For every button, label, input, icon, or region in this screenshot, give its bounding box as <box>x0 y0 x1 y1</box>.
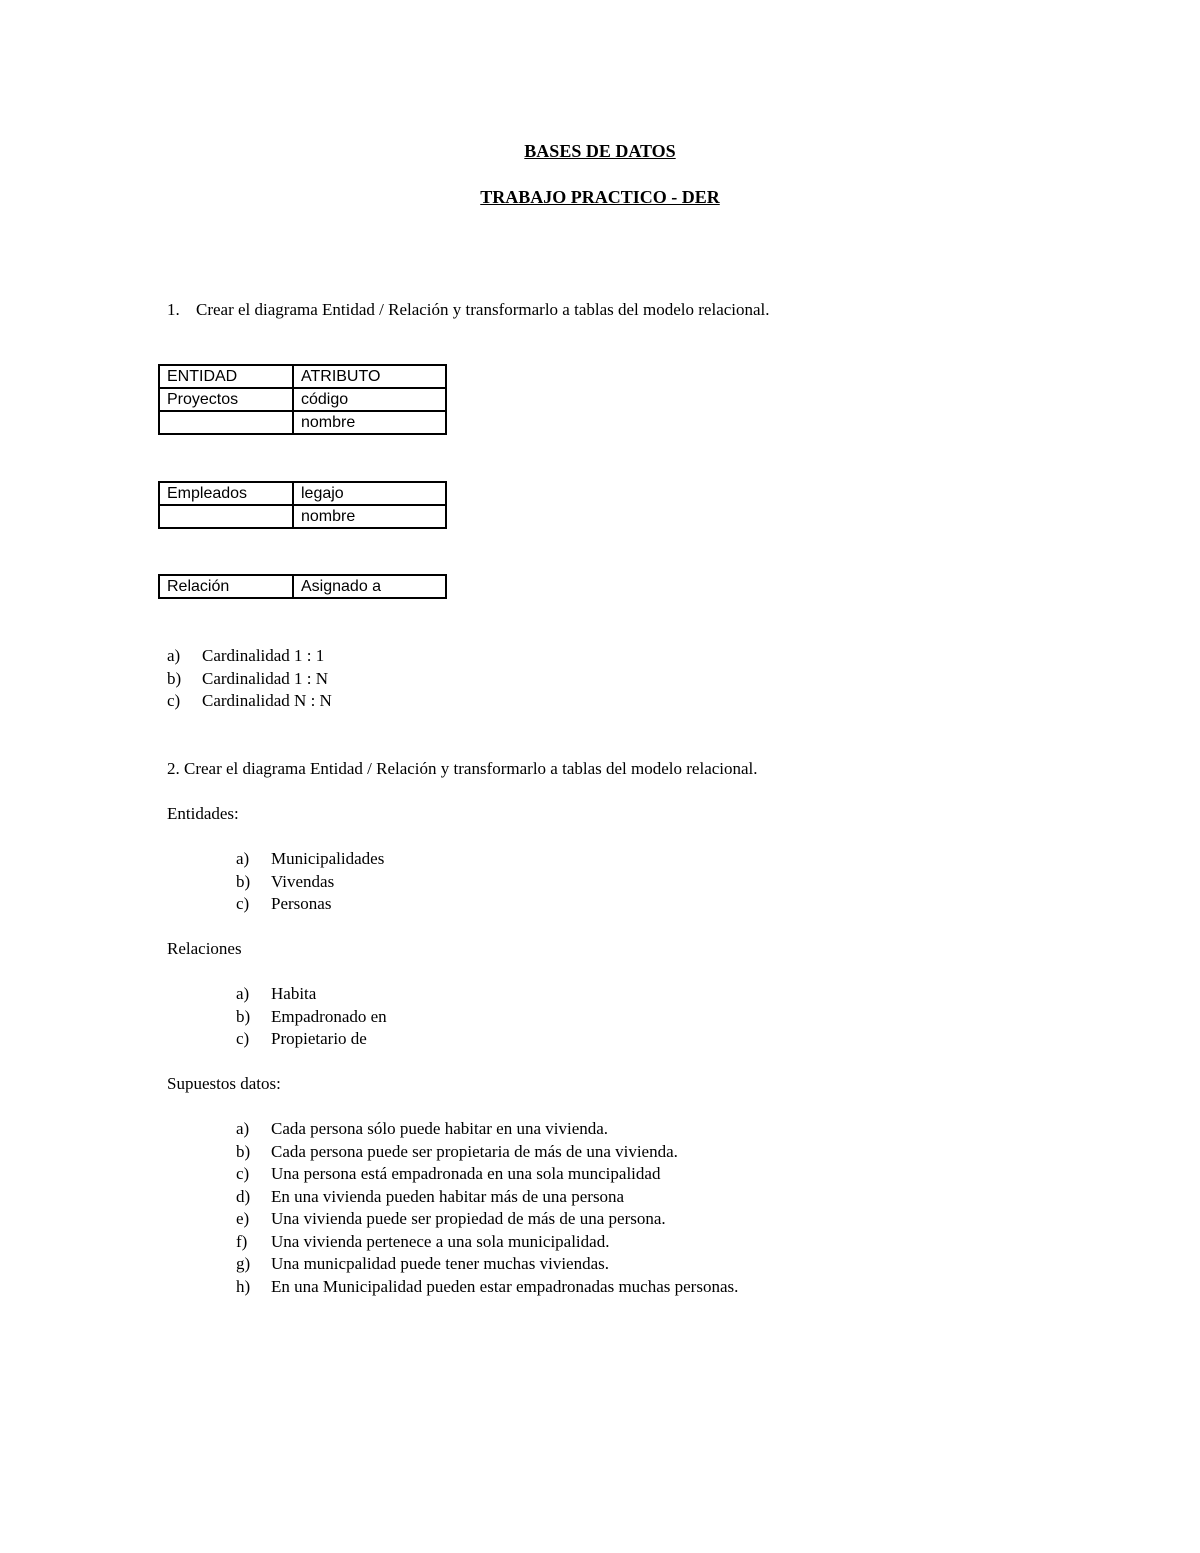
relations-label: Relaciones <box>167 939 242 958</box>
list-marker: f) <box>236 1231 248 1251</box>
table-row <box>159 505 446 528</box>
exercise-2-statement: 2. Crear el diagrama Entidad / Relación y transformarlo a tablas del modelo relacional. <box>167 759 758 778</box>
list-marker: c) <box>236 894 250 913</box>
entity-table-proyectos <box>158 364 447 435</box>
document-subtitle: TRABAJO PRACTICO - DER <box>480 187 720 207</box>
list-item-text: Propietario de <box>271 1029 367 1048</box>
list-marker: c) <box>167 691 181 710</box>
list-item-text: Una municpalidad puede tener muchas viviendas. <box>271 1254 609 1273</box>
table-cell: legajo <box>293 482 446 505</box>
relation-table <box>158 574 447 599</box>
list-marker: a) <box>236 984 250 1003</box>
table-cell <box>159 411 293 434</box>
list-item-text: En una vivienda pueden habitar más de una persona <box>271 1186 625 1206</box>
table-header-cell: ENTIDAD <box>159 365 293 388</box>
list-item-text: Cada persona sólo puede habitar en una vivienda. <box>271 1119 609 1138</box>
list-item-text: Cardinalidad 1 : 1 <box>202 646 325 665</box>
table-row <box>159 411 446 434</box>
list-item-text: Una vivienda puede ser propiedad de más de una persona. <box>271 1209 666 1228</box>
list-item-text: Cardinalidad 1 : N <box>202 668 329 688</box>
table-cell: Proyectos <box>159 388 293 411</box>
list-marker: a) <box>236 1119 250 1138</box>
list-marker: a) <box>236 849 250 868</box>
table-header-cell: ATRIBUTO <box>293 365 446 388</box>
table-cell: Relación <box>159 575 293 598</box>
table-row <box>159 482 446 505</box>
table-header-row <box>159 365 446 388</box>
list-item-text: Cardinalidad N : N <box>202 691 332 710</box>
list-item-text: Personas <box>271 894 332 913</box>
exercise-1-statement: Crear el diagrama Entidad / Relación y transformarlo a tablas del modelo relacional. <box>196 300 770 319</box>
list-marker: b) <box>236 1141 251 1161</box>
list-item-text: Municipalidades <box>271 849 385 868</box>
document-title: BASES DE DATOS <box>524 141 676 161</box>
list-item-text: Vivendas <box>271 871 335 891</box>
list-item-text: Cada persona puede ser propietaria de más de una vivienda. <box>271 1141 678 1161</box>
list-item-text: Empadronado en <box>271 1006 387 1026</box>
table-cell: nombre <box>293 411 446 434</box>
list-marker: c) <box>236 1029 250 1048</box>
table-cell <box>159 505 293 528</box>
list-marker: g) <box>236 1254 251 1273</box>
list-item-text: Habita <box>271 984 317 1003</box>
entity-table-empleados <box>158 481 447 529</box>
list-marker: c) <box>236 1164 250 1183</box>
list-marker: e) <box>236 1209 250 1228</box>
table-cell: Asignado a <box>293 575 446 598</box>
list-item-text: Una persona está empadronada en una sola muncipalidad <box>271 1164 661 1183</box>
list-marker: h) <box>236 1276 251 1296</box>
list-marker: b) <box>236 1006 251 1026</box>
list-marker: d) <box>236 1186 251 1206</box>
table-cell: código <box>293 388 446 411</box>
assumptions-label: Supuestos datos: <box>167 1074 281 1093</box>
exercise-1-number: 1. <box>167 300 180 319</box>
list-marker: b) <box>236 871 251 891</box>
list-item-text: Una vivienda pertenece a una sola municipalidad. <box>271 1231 610 1251</box>
list-item-text: En una Municipalidad pueden estar empadronadas muchas personas. <box>271 1276 739 1296</box>
list-marker: b) <box>167 668 182 688</box>
table-cell: Empleados <box>159 482 293 505</box>
table-cell: nombre <box>293 505 446 528</box>
table-row <box>159 388 446 411</box>
list-marker: a) <box>167 646 181 665</box>
entities-label: Entidades: <box>167 804 239 823</box>
table-row <box>159 575 446 598</box>
